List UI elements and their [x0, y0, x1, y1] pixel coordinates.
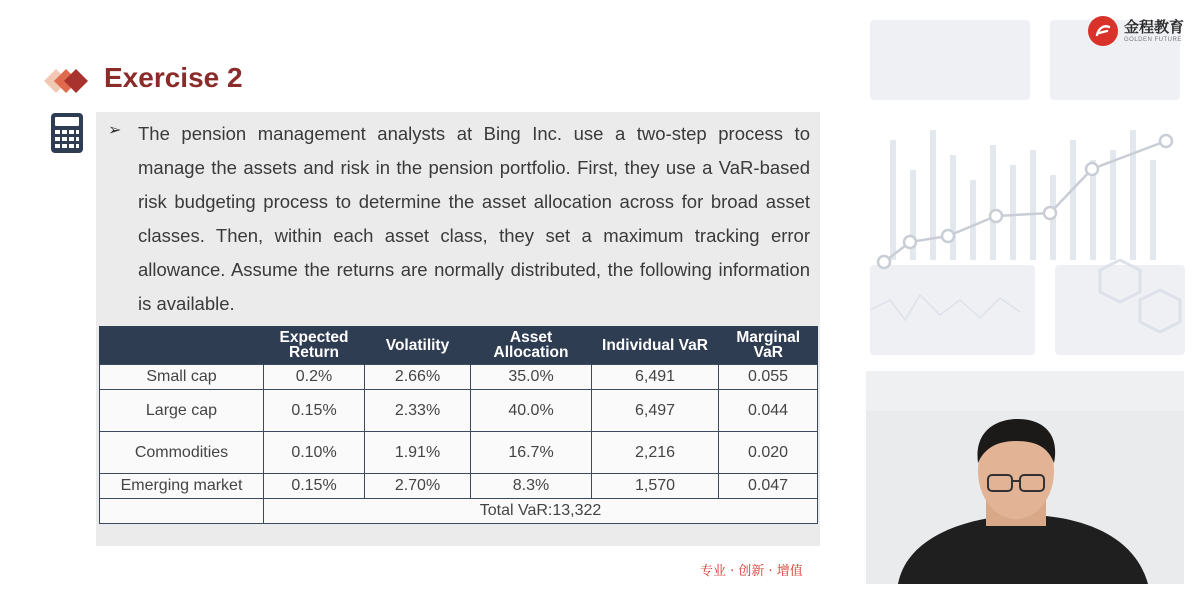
background-decoration	[850, 0, 1200, 370]
table-cell: Commodities	[100, 432, 264, 474]
logo-mark-icon	[1088, 16, 1118, 46]
table-header	[100, 326, 264, 365]
table-cell: 0.10%	[264, 432, 365, 474]
table-cell: 1.91%	[365, 432, 471, 474]
table-cell: 35.0%	[471, 365, 592, 390]
arrow-bullet-icon: ➢	[108, 122, 122, 139]
table-row	[100, 474, 818, 499]
problem-statement: The pension management analysts at Bing Inc. use a two-step process to manage the assets and risk in the pension portfolio. First, they use a VaR-based risk budgeting process to determine the asset allocation across for broad asset classes. Then, within each asset class, they set a maximum tracking error allowance. Assume the returns are normally distributed, the following information is available.	[138, 123, 810, 314]
footer-slogan: 专业 · 创新 · 增值	[700, 564, 803, 579]
table-cell: 2.66%	[365, 365, 471, 390]
var-table	[99, 326, 818, 524]
table-header: Volatility	[365, 326, 471, 365]
table-cell: 40.0%	[471, 390, 592, 432]
table-cell: 16.7%	[471, 432, 592, 474]
calculator-icon	[50, 112, 84, 154]
table-row	[100, 432, 818, 474]
logo-subtext: GOLDEN FUTURE	[1123, 36, 1182, 43]
table-row	[100, 390, 818, 432]
table-cell	[100, 499, 264, 524]
table-cell: 0.2%	[264, 365, 365, 390]
table-cell: 0.020	[719, 432, 818, 474]
table-header: Individual VaR	[592, 326, 719, 365]
table-total-row	[100, 499, 818, 524]
table-header: Asset Allocation	[471, 326, 592, 365]
presenter-video	[866, 371, 1184, 584]
table-cell: Small cap	[100, 365, 264, 390]
table-cell: 0.15%	[264, 474, 365, 499]
total-var: Total VaR:13,322	[264, 499, 818, 524]
table-header: Expected Return	[264, 326, 365, 365]
table-cell: Emerging market	[100, 474, 264, 499]
table-cell: 0.047	[719, 474, 818, 499]
table-cell: 0.044	[719, 390, 818, 432]
table-cell: 1,570	[592, 474, 719, 499]
table-cell: 2.70%	[365, 474, 471, 499]
table-header: Marginal VaR	[719, 326, 818, 365]
table-cell: 2.33%	[365, 390, 471, 432]
title-diamonds-icon	[32, 64, 92, 98]
table-row	[100, 365, 818, 390]
table-cell: Large cap	[100, 390, 264, 432]
table-cell: 8.3%	[471, 474, 592, 499]
table-header-row	[100, 326, 818, 365]
table-cell: 0.15%	[264, 390, 365, 432]
logo-text: 金程教育	[1123, 17, 1184, 36]
table-cell: 6,497	[592, 390, 719, 432]
slide-title: Exercise 2	[104, 62, 243, 93]
table-cell: 6,491	[592, 365, 719, 390]
table-cell: 0.055	[719, 365, 818, 390]
brand-logo	[1088, 16, 1184, 46]
table-cell: 2,216	[592, 432, 719, 474]
